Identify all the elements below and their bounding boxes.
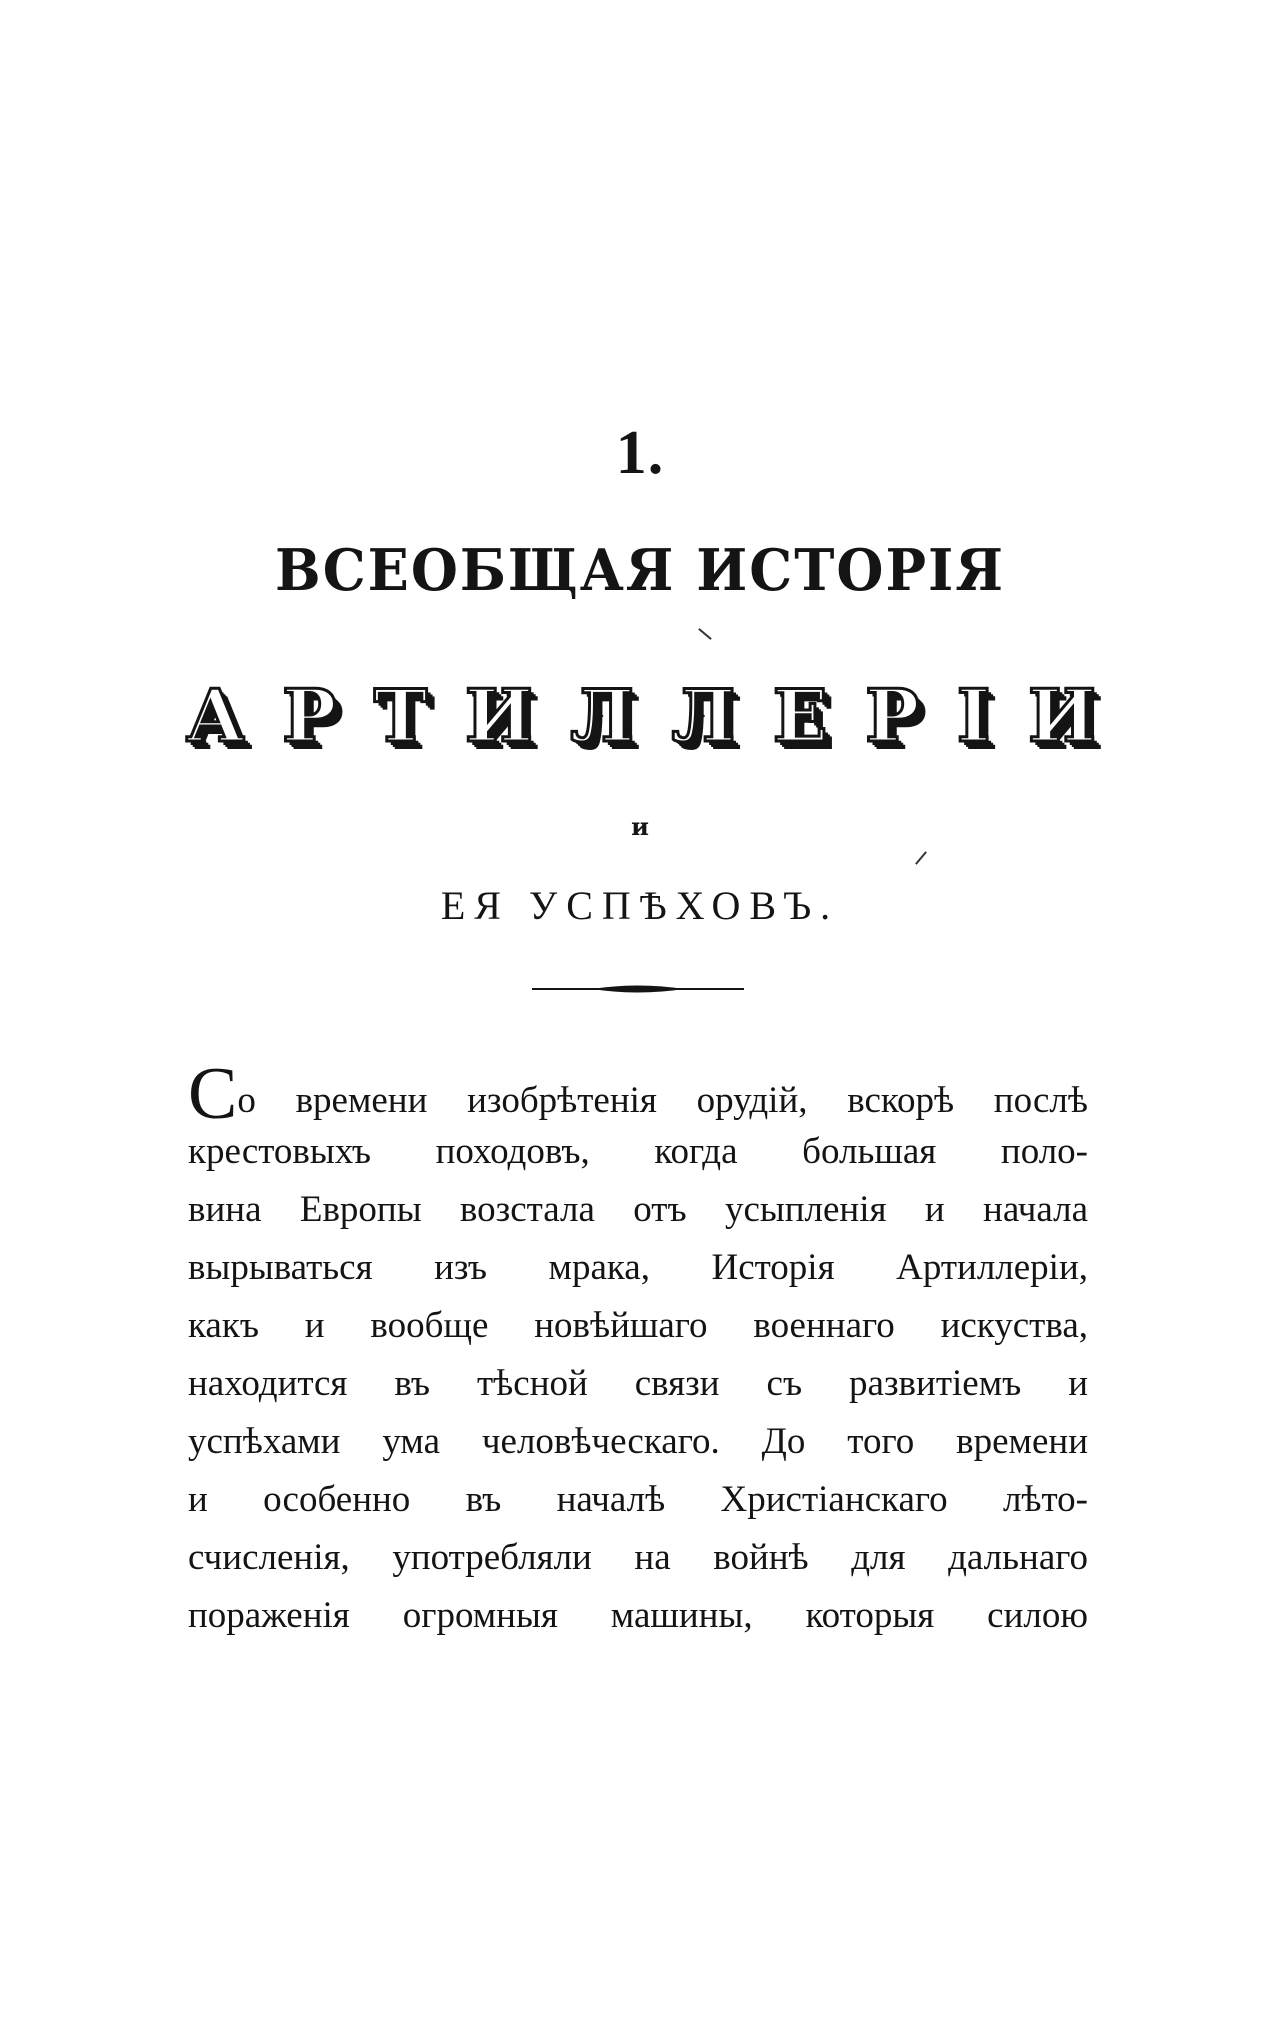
ornamental-rule [532, 982, 744, 996]
title-decorative-artillery [186, 673, 1096, 758]
decorative-letter: Л [671, 673, 736, 758]
body-line-text: о времени изобрѣтенія орудій, вскорѣ послѣ [237, 1080, 1088, 1121]
decorative-letter: И [464, 673, 533, 758]
body-line-3: вина Европы возстала отъ усыпленія и начала [188, 1189, 1088, 1230]
decorative-letter: Л [570, 673, 635, 758]
body-line-7: успѣхами ума человѣческаго. До того времени [188, 1421, 1088, 1462]
stray-print-mark [698, 628, 712, 640]
title-line-general-history: ВСЕОБЩАЯ ИСТОРІЯ [275, 536, 1005, 604]
chapter-number: 1. [615, 419, 665, 487]
body-line-5: какъ и вообще новѣйшаго военнаго искуства, [188, 1305, 1088, 1346]
body-line-6: находится въ тѣсной связи съ развитіемъ и [188, 1363, 1088, 1404]
decorative-letter: Е [772, 673, 828, 758]
body-line-1 [188, 1053, 1088, 1135]
decorative-letter: Т [373, 673, 428, 758]
decorative-letter: Р [282, 673, 337, 758]
body-line-2: крестовыхъ походовъ, когда большая поло- [188, 1131, 1088, 1172]
body-paragraph [188, 1053, 1088, 1645]
decorative-letter: А [186, 673, 245, 758]
decorative-letter: И [1027, 673, 1096, 758]
title-conjunction: и [631, 812, 649, 841]
decorative-letter: Р [865, 673, 920, 758]
title-line-its-successes: ЕЯ УСПѢХОВЪ. [440, 883, 840, 928]
decorative-letter: І [956, 673, 991, 758]
body-line-9: счисленія, употребляли на войнѣ для дальнаго [188, 1537, 1088, 1578]
stray-print-mark [915, 851, 927, 865]
body-line-8: и особенно въ началѣ Христіанскаго лѣто- [188, 1479, 1088, 1520]
body-line-4: вырываться изъ мрака, Исторія Артиллеріи, [188, 1247, 1088, 1288]
drop-cap: С [188, 1053, 238, 1135]
body-line-10: пораженія огромныя машины, которыя силою [188, 1595, 1088, 1636]
